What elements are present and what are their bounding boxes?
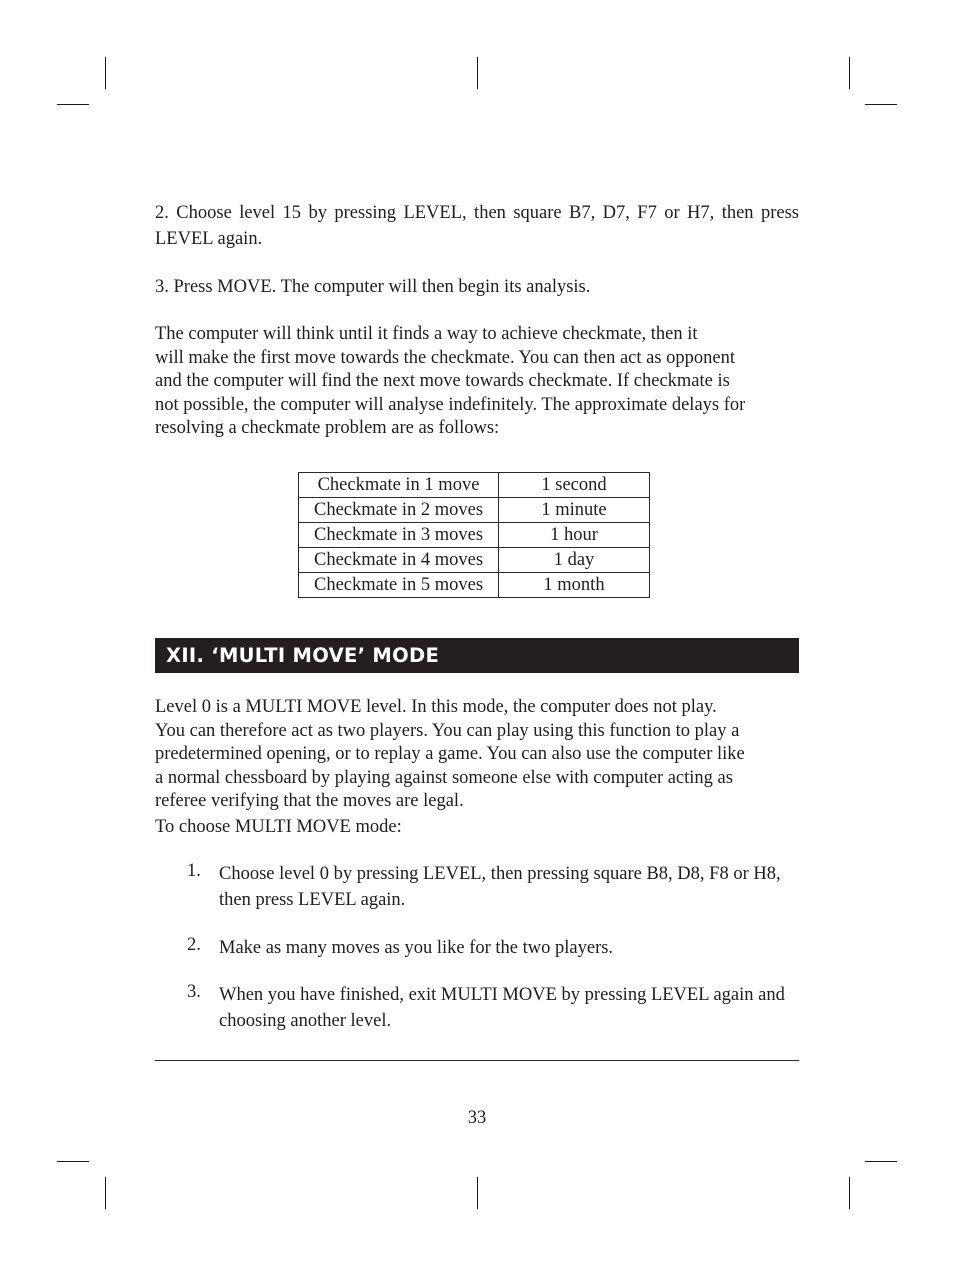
section-heading: XII. ‘MULTI MOVE’ MODE	[166, 644, 440, 667]
crop-mark	[477, 57, 478, 89]
list-number: 2.	[187, 935, 201, 955]
table-row	[299, 473, 650, 498]
crop-mark	[57, 1161, 89, 1162]
section-heading-bar	[155, 638, 799, 673]
explanation-paragraph: The computer will think until it finds a way to achieve checkmate, then it will make the first move towards the checkmate. You can then act as opponent and the computer will find the next move towards checkmate. If checkmate is not possible, the computer will analyse indefinitely. The approximate delays for resolving a checkmate problem are as follows:	[155, 324, 746, 438]
step-3-paragraph: 3. Press MOVE. The computer will then begin its analysis.	[155, 277, 591, 297]
delay-time-cell: 1 minute	[499, 498, 650, 523]
table-row	[299, 498, 650, 523]
crop-mark	[849, 57, 850, 89]
delay-time-cell: 1 hour	[499, 523, 650, 548]
crop-mark	[865, 104, 897, 105]
crop-mark	[849, 1177, 850, 1209]
list-text: When you have finished, exit MULTI MOVE by pressing LEVEL again and choosing another level.	[219, 985, 785, 1031]
delay-time-cell: 1 second	[499, 473, 650, 498]
crop-mark	[57, 104, 89, 105]
checkmate-problem-cell: Checkmate in 4 moves	[299, 548, 499, 573]
delay-time-cell: 1 day	[499, 548, 650, 573]
crop-mark	[105, 57, 106, 89]
page-number: 33	[467, 1108, 487, 1128]
multi-move-intro: Level 0 is a MULTI MOVE level. In this mode, the computer does not play. You can therefore act as two players. You can play using this function to play a predetermined opening, or to replay a game. You can also use the computer like a normal chessboard by playing against someone else with computer acting as referee verifying that the moves are legal.	[155, 697, 745, 811]
table-row	[299, 548, 650, 573]
crop-mark	[865, 1161, 897, 1162]
list-text: Make as many moves as you like for the two players.	[219, 938, 614, 958]
step-2-paragraph: 2. Choose level 15 by pressing LEVEL, then square B7, D7, F7 or H7, then press LEVEL again.	[155, 203, 799, 249]
choose-mode-label: To choose MULTI MOVE mode:	[155, 817, 402, 837]
list-text: Choose level 0 by pressing LEVEL, then pressing square B8, D8, F8 or H8, then press LEVEL again.	[219, 864, 781, 910]
checkmate-problem-cell: Checkmate in 5 moves	[299, 573, 499, 598]
checkmate-problem-cell: Checkmate in 1 move	[299, 473, 499, 498]
checkmate-problem-cell: Checkmate in 2 moves	[299, 498, 499, 523]
crop-mark	[105, 1177, 106, 1209]
list-number: 1.	[187, 861, 201, 881]
checkmate-delay-table	[298, 472, 650, 598]
footer-rule	[155, 1060, 799, 1061]
table-row	[299, 523, 650, 548]
table-row	[299, 573, 650, 598]
checkmate-problem-cell: Checkmate in 3 moves	[299, 523, 499, 548]
list-number: 3.	[187, 982, 201, 1002]
delay-time-cell: 1 month	[499, 573, 650, 598]
crop-mark	[477, 1177, 478, 1209]
